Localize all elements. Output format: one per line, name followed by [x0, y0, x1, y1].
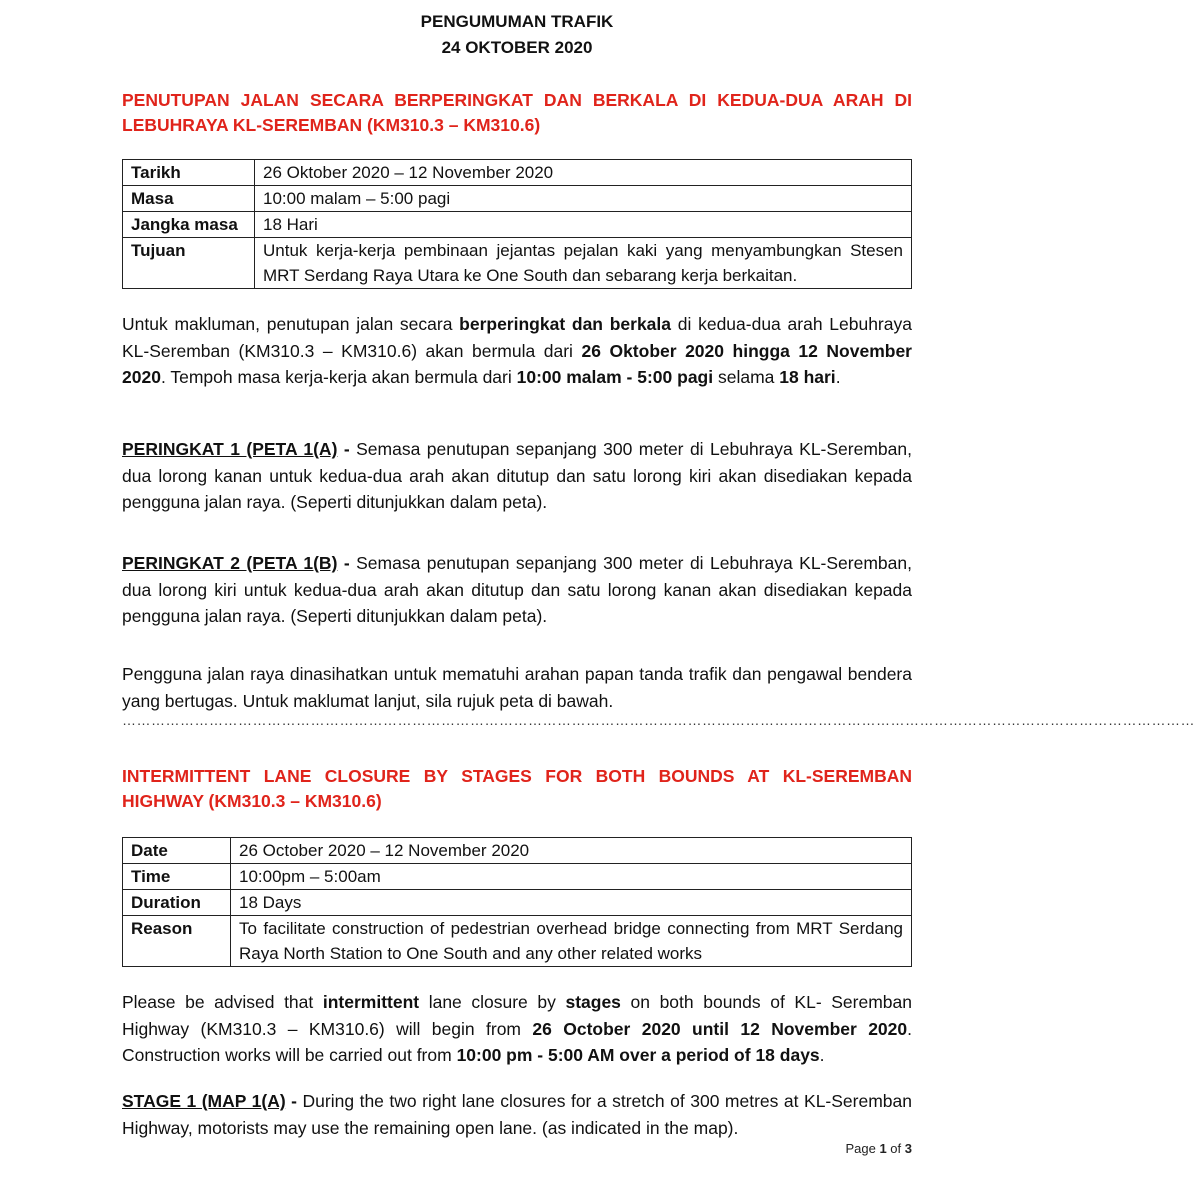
- english-paragraph-1: Please be advised that intermittent lane closure by stages on both bounds of KL- Seremban Highway (KM310.3 – KM310.6) will begin from 26 October 2020 until 12 November 2020. Construction works will be carried out from 10:00 pm - 5:00 AM over a period of 18 days.: [122, 992, 912, 1065]
- table-value: To facilitate construction of pedestrian overhead bridge connecting from MRT Serdang Raya North Station to One South and any other related works: [231, 916, 912, 967]
- table-label: Tarikh: [123, 160, 255, 186]
- malay-info-table: [122, 159, 912, 289]
- section-separator: ……………………………………………………………………………………………………………………………………………………………………………………………………: [122, 712, 1195, 728]
- table-row: [123, 838, 912, 864]
- table-value: 26 Oktober 2020 – 12 November 2020: [255, 160, 912, 186]
- malay-heading: PENUTUPAN JALAN SECARA BERPERINGKAT DAN BERKALA DI KEDUA-DUA ARAH DI LEBUHRAYA KL-SEREMBAN (KM310.3 – KM310.6): [122, 90, 912, 135]
- table-value: 26 October 2020 – 12 November 2020: [231, 838, 912, 864]
- malay-stage-1: PERINGKAT 1 (PETA 1(A) - Semasa penutupan sepanjang 300 meter di Lebuhraya KL-Seremban, dua lorong kanan untuk kedua-dua arah akan ditutup dan satu lorong kiri akan disediakan kepada pengguna jalan raya. (Seperti ditunjukkan dalam peta).: [122, 439, 912, 512]
- table-label: Tujuan: [123, 238, 255, 289]
- english-info-table: [122, 837, 912, 967]
- table-row: [123, 916, 912, 967]
- table-row: [123, 186, 912, 212]
- table-row: [123, 890, 912, 916]
- table-row: [123, 160, 912, 186]
- table-row: [123, 864, 912, 890]
- table-label: Time: [123, 864, 231, 890]
- table-value: 18 Days: [231, 890, 912, 916]
- page-number: Page 1 of 3: [845, 1141, 912, 1156]
- table-label: Masa: [123, 186, 255, 212]
- table-label: Duration: [123, 890, 231, 916]
- table-row: [123, 238, 912, 289]
- table-value: Untuk kerja-kerja pembinaan jejantas pejalan kaki yang menyambungkan Stesen MRT Serdang Raya Utara ke One South dan sebarang kerja berkaitan.: [255, 238, 912, 289]
- table-value: 10:00 malam – 5:00 pagi: [255, 186, 912, 212]
- english-stage-1: STAGE 1 (MAP 1(A) - During the two right lane closures for a stretch of 300 metres at KL-Seremban Highway, motorists may use the remaining open lane. (as indicated in the map).: [122, 1091, 912, 1138]
- table-label: Jangka masa: [123, 212, 255, 238]
- stage-label: PERINGKAT 2 (PETA 1(B): [122, 553, 338, 573]
- english-heading: INTERMITTENT LANE CLOSURE BY STAGES FOR BOTH BOUNDS AT KL-SEREMBAN HIGHWAY (KM310.3 – KM310.6): [122, 766, 912, 811]
- table-value: 10:00pm – 5:00am: [231, 864, 912, 890]
- malay-paragraph-1: Untuk makluman, penutupan jalan secara berperingkat dan berkala di kedua-dua arah Lebuhraya KL-Seremban (KM310.3 – KM310.6) akan bermula dari 26 Oktober 2020 hingga 12 November 2020. Tempoh masa kerja-kerja akan bermula dari 10:00 malam - 5:00 pagi selama 18 hari.: [122, 314, 912, 387]
- document-title: PENGUMUMAN TRAFIK: [420, 12, 614, 31]
- malay-advice: Pengguna jalan raya dinasihatkan untuk mematuhi arahan papan tanda trafik dan pengawal bendera yang bertugas. Untuk maklumat lanjut, sila rujuk peta di bawah.: [122, 664, 912, 711]
- stage-label: PERINGKAT 1 (PETA 1(A): [122, 439, 338, 459]
- table-label: Date: [123, 838, 231, 864]
- stage-label: STAGE 1 (MAP 1(A): [122, 1091, 286, 1111]
- table-row: [123, 212, 912, 238]
- table-label: Reason: [123, 916, 231, 967]
- malay-stage-2: PERINGKAT 2 (PETA 1(B) - Semasa penutupan sepanjang 300 meter di Lebuhraya KL-Seremban, dua lorong kiri untuk kedua-dua arah akan ditutup dan satu lorong kanan akan disediakan kepada pengguna jalan raya. (Seperti ditunjukkan dalam peta).: [122, 553, 912, 626]
- table-value: 18 Hari: [255, 212, 912, 238]
- document-date: 24 OKTOBER 2020: [441, 38, 593, 57]
